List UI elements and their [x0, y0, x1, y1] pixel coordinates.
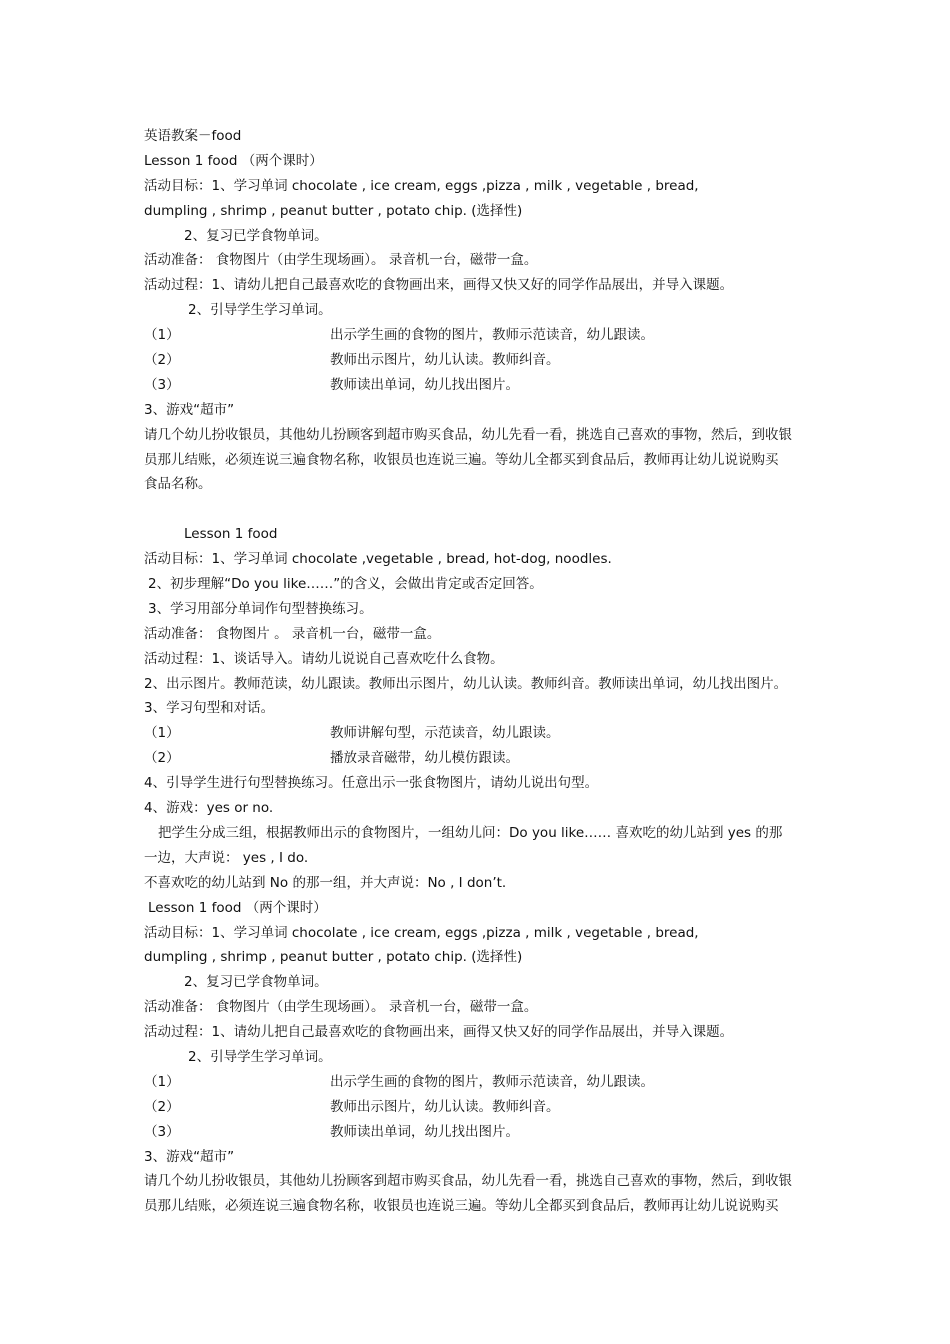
text-line: 食品名称。	[144, 476, 212, 493]
text-line: dumpling , shrimp , peanut butter , potato chip. (选择性)	[144, 202, 523, 219]
text-line: 4、引导学生进行句型替换练习。任意出示一张食物图片，请幼儿说出句型。	[144, 775, 599, 792]
step-number: （2）	[144, 750, 180, 767]
text-line: 请几个幼儿扮收银员，其他幼儿扮顾客到超市购买食品，幼儿先看一看，挑选自己喜欢的事物，然后，到收银	[144, 426, 792, 443]
step-number: （2）	[144, 1098, 180, 1115]
text-line: 活动准备： 食物图片 。 录音机一台，磁带一盒。	[144, 625, 441, 642]
text-line: 活动目标：1、学习单词 chocolate , ice cream, eggs ,pizza , milk , vegetable , bread,	[144, 924, 699, 941]
text-line: 活动准备： 食物图片（由学生现场画）。 录音机一台，磁带一盒。	[144, 999, 538, 1016]
lesson-heading: Lesson 1 food	[184, 526, 278, 543]
text-line: 活动目标：1、学习单词 chocolate ,vegetable , bread, hot-dog, noodles.	[144, 551, 612, 568]
numbered-step	[144, 323, 814, 348]
text-line: 4、游戏：yes or no.	[144, 800, 274, 817]
text-line: 2、引导学生学习单词。	[188, 302, 332, 319]
text-line: 3、学习句型和对话。	[144, 700, 275, 717]
text-line: 3、学习用部分单词作句型替换练习。	[148, 600, 373, 617]
step-text: 出示学生画的食物的图片，教师示范读音，幼儿跟读。	[330, 327, 654, 344]
lesson-heading: Lesson 1 food （两个课时）	[148, 899, 327, 916]
lesson-heading: Lesson 1 food （两个课时）	[144, 152, 323, 169]
step-text: 教师读出单词，幼儿找出图片。	[330, 1123, 519, 1140]
step-number: （1）	[144, 327, 180, 344]
text-line: 活动准备： 食物图片（由学生现场画）。 录音机一台，磁带一盒。	[144, 252, 538, 269]
step-number: （1）	[144, 725, 180, 742]
numbered-step	[144, 746, 814, 771]
text-line: 员那儿结账，必须连说三遍食物名称，收银员也连说三遍。等幼儿全都买到食品后，教师再让幼儿说说购买	[144, 1198, 779, 1215]
blank-line	[144, 497, 814, 522]
text-line: 活动过程：1、请幼儿把自己最喜欢吃的食物画出来，画得又快又好的同学作品展出，并导入课题。	[144, 277, 734, 294]
text-line: 2、引导学生学习单词。	[188, 1048, 332, 1065]
text-line: dumpling , shrimp , peanut butter , potato chip. (选择性)	[144, 949, 523, 966]
numbered-step	[144, 1095, 814, 1120]
step-number: （3）	[144, 1123, 180, 1140]
step-number: （2）	[144, 352, 180, 369]
text-line: 请几个幼儿扮收银员，其他幼儿扮顾客到超市购买食品，幼儿先看一看，挑选自己喜欢的事物，然后，到收银	[144, 1173, 792, 1190]
text-line: 活动过程：1、请幼儿把自己最喜欢吃的食物画出来，画得又快又好的同学作品展出，并导入课题。	[144, 1024, 734, 1041]
text-line: 2、出示图片。教师范读，幼儿跟读。教师出示图片，幼儿认读。教师纠音。教师读出单词，幼儿找出图片。	[144, 675, 788, 692]
numbered-step	[144, 721, 814, 746]
numbered-step	[144, 1120, 814, 1145]
step-text: 出示学生画的食物的图片，教师示范读音，幼儿跟读。	[330, 1073, 654, 1090]
step-text: 教师出示图片，幼儿认读。教师纠音。	[330, 352, 560, 369]
step-text: 播放录音磁带，幼儿模仿跟读。	[330, 750, 519, 767]
numbered-step	[144, 1070, 814, 1095]
text-line: 把学生分成三组，根据教师出示的食物图片，一组幼儿问：Do you like…… 喜欢吃的幼儿站到 yes 的那	[158, 824, 783, 841]
numbered-step	[144, 348, 814, 373]
step-number: （3）	[144, 376, 180, 393]
text-line: 2、复习已学食物单词。	[184, 974, 328, 991]
text-line: 3、游戏“超市”	[144, 401, 235, 418]
step-text: 教师出示图片，幼儿认读。教师纠音。	[330, 1098, 560, 1115]
step-text: 教师读出单词，幼儿找出图片。	[330, 376, 519, 393]
text-line: 不喜欢吃的幼儿站到 No 的那一组，并大声说：No , I don’t.	[144, 874, 507, 891]
step-number: （1）	[144, 1073, 180, 1090]
text-line: 活动过程：1、谈话导入。请幼儿说说自己喜欢吃什么食物。	[144, 650, 504, 667]
text-line: 员那儿结账，必须连说三遍食物名称，收银员也连说三遍。等幼儿全都买到食品后，教师再让幼儿说说购买	[144, 451, 779, 468]
text-line: 3、游戏“超市”	[144, 1148, 235, 1165]
text-line: 活动目标：1、学习单词 chocolate , ice cream, eggs ,pizza , milk , vegetable , bread,	[144, 177, 699, 194]
doc-title: 英语教案－food	[144, 128, 242, 144]
text-line: 一边，大声说： yes , I do.	[144, 849, 309, 866]
numbered-step	[144, 373, 814, 398]
document-body	[144, 124, 814, 1219]
text-line: 2、初步理解“Do you like……”的含义，会做出肯定或否定回答。	[148, 576, 543, 593]
text-line: 2、复习已学食物单词。	[184, 227, 328, 244]
step-text: 教师讲解句型，示范读音，幼儿跟读。	[330, 725, 560, 742]
